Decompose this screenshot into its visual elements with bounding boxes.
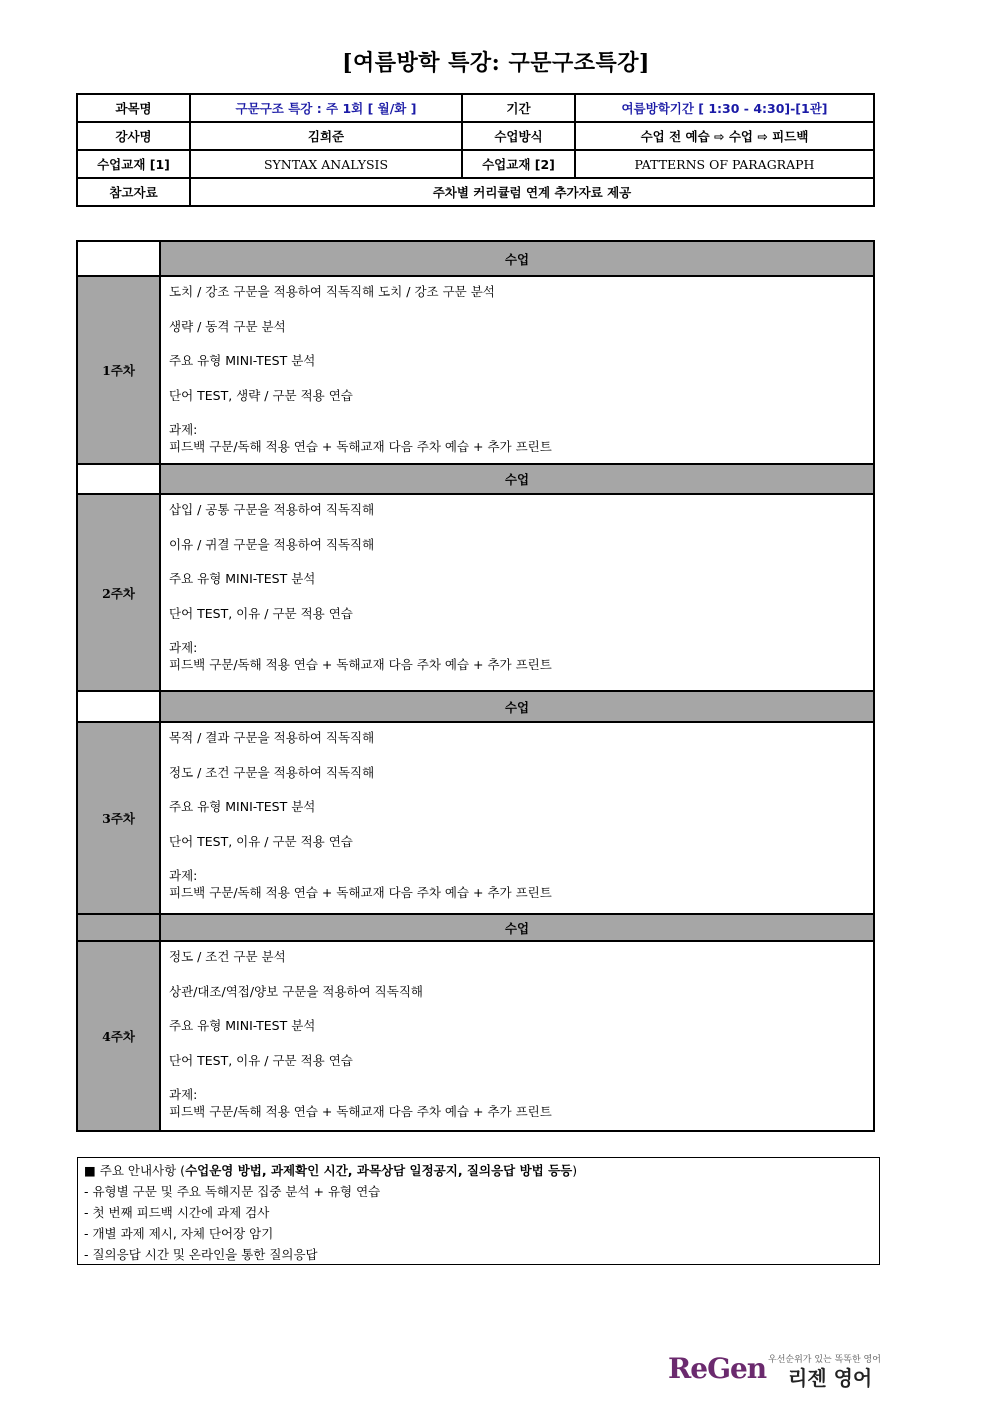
week-header-row [77, 241, 874, 276]
info-row [77, 150, 874, 178]
info-label: 참고자료 [77, 178, 190, 206]
header-blank-cell [77, 464, 160, 494]
header-blank-cell [77, 241, 160, 276]
info-row [77, 178, 874, 206]
homework-label: 과제: [169, 868, 198, 884]
lesson-item: 이유 / 귀결 구문을 적용하여 직독직해 [169, 536, 375, 552]
week-content [160, 722, 874, 914]
notice-item: - 질의응답 시간 및 온라인을 통한 질의응답 [84, 1247, 318, 1262]
week-label: 4주차 [77, 941, 160, 1131]
notice-item: - 유형별 구문 및 주요 독해지문 집중 분석 + 유형 연습 [84, 1184, 381, 1199]
lesson-item: 단어 TEST, 이유 / 구문 적용 연습 [169, 833, 353, 849]
info-value: 주차별 커리큘럼 연계 추가자료 제공 [190, 178, 874, 206]
week-header: 수업 [160, 914, 874, 941]
week-row [77, 941, 874, 1131]
page-title: [여름방학 특강: 구문구조특강] [342, 50, 650, 76]
homework-label: 과제: [169, 1087, 198, 1103]
info-value: SYNTAX ANALYSIS [190, 150, 462, 178]
lesson-item: 삽입 / 공통 구문을 적용하여 직독직해 [169, 502, 375, 517]
info-value: 김희준 [190, 122, 462, 150]
homework-text: 피드백 구문/독해 적용 연습 + 독해교재 다음 주차 예습 + 추가 프린트 [169, 1104, 552, 1120]
lesson-item: 도치 / 강조 구문을 적용하여 직독직해 도치 / 강조 구문 분석 [169, 284, 495, 299]
weekly-schedule-table [76, 240, 875, 1132]
lesson-item: 상관/대조/역접/양보 구문을 적용하여 직독직해 [169, 983, 423, 999]
lesson-item: 단어 TEST, 이유 / 구문 적용 연습 [169, 605, 353, 621]
week-content [160, 494, 874, 691]
header-blank-cell [77, 914, 160, 941]
lesson-item: 생략 / 동격 구문 분석 [169, 318, 286, 334]
homework-text: 피드백 구문/독해 적용 연습 + 독해교재 다음 주차 예습 + 추가 프린트 [169, 885, 552, 901]
notice-heading-bold: 수업운영 방법, 과제확인 시간, 과목상담 일정공지, 질의응답 방법 등등 [185, 1163, 573, 1178]
info-row [77, 94, 874, 122]
info-label: 과목명 [77, 94, 190, 122]
info-value: 여름방학기간 [ 1:30 - 4:30]-[1관] [575, 94, 874, 122]
lesson-item: 주요 유형 MINI-TEST 분석 [169, 353, 316, 369]
week-row [77, 722, 874, 914]
week-content [160, 941, 874, 1131]
week-header: 수업 [160, 241, 874, 276]
lesson-item: 주요 유형 MINI-TEST 분석 [169, 799, 316, 815]
week-header: 수업 [160, 691, 874, 722]
info-label: 수업방식 [462, 122, 575, 150]
info-label: 기간 [462, 94, 575, 122]
info-label: 강사명 [77, 122, 190, 150]
info-label: 수업교재 [2] [462, 150, 575, 178]
week-content [160, 276, 874, 464]
week-header-row [77, 914, 874, 941]
week-header-row [77, 464, 874, 494]
lesson-item: 목적 / 결과 구문을 적용하여 직독직해 [169, 730, 375, 745]
notice-heading-prefix: ■ 주요 안내사항 ( [84, 1163, 186, 1178]
notice-item: - 첫 번째 피드백 시간에 과제 검사 [84, 1205, 270, 1220]
info-label: 수업교재 [1] [77, 150, 190, 178]
lesson-item: 정도 / 조건 구문을 적용하여 직독직해 [169, 764, 375, 780]
notice-heading-suffix: ) [572, 1163, 578, 1178]
regen-logo [668, 1350, 898, 1390]
homework-label: 과제: [169, 640, 198, 656]
week-label: 1주차 [77, 276, 160, 464]
logo-korean: 리젠 영어 [788, 1366, 873, 1390]
lesson-item: 단어 TEST, 이유 / 구문 적용 연습 [169, 1052, 353, 1068]
notice-item: - 개별 과제 제시, 자체 단어장 암기 [84, 1226, 274, 1241]
homework-text: 피드백 구문/독해 적용 연습 + 독해교재 다음 주차 예습 + 추가 프린트 [169, 657, 552, 673]
course-info-table [76, 93, 875, 207]
homework-text: 피드백 구문/독해 적용 연습 + 독해교재 다음 주차 예습 + 추가 프린트 [169, 439, 552, 455]
week-header-row [77, 691, 874, 722]
logo-tagline: 우선순위가 있는 똑똑한 영어 [768, 1355, 881, 1365]
week-header: 수업 [160, 464, 874, 494]
week-row [77, 276, 874, 464]
homework-label: 과제: [169, 422, 198, 438]
info-value: 수업 전 예습 ⇨ 수업 ⇨ 피드백 [575, 122, 874, 150]
info-value: 구문구조 특강 : 주 1회 [ 월/화 ] [190, 94, 462, 122]
lesson-item: 주요 유형 MINI-TEST 분석 [169, 1018, 316, 1034]
header-blank-cell [77, 691, 160, 722]
notice-heading [84, 1160, 873, 1181]
week-label: 2주차 [77, 494, 160, 691]
week-label: 3주차 [77, 722, 160, 914]
notice-box [77, 1157, 880, 1265]
info-value: PATTERNS OF PARAGRAPH [575, 150, 874, 178]
logo-english: ReGen [668, 1352, 767, 1385]
lesson-item: 단어 TEST, 생략 / 구문 적용 연습 [169, 387, 353, 403]
lesson-item: 정도 / 조건 구문 분석 [169, 949, 286, 964]
week-row [77, 494, 874, 691]
lesson-item: 주요 유형 MINI-TEST 분석 [169, 571, 316, 587]
info-row [77, 122, 874, 150]
